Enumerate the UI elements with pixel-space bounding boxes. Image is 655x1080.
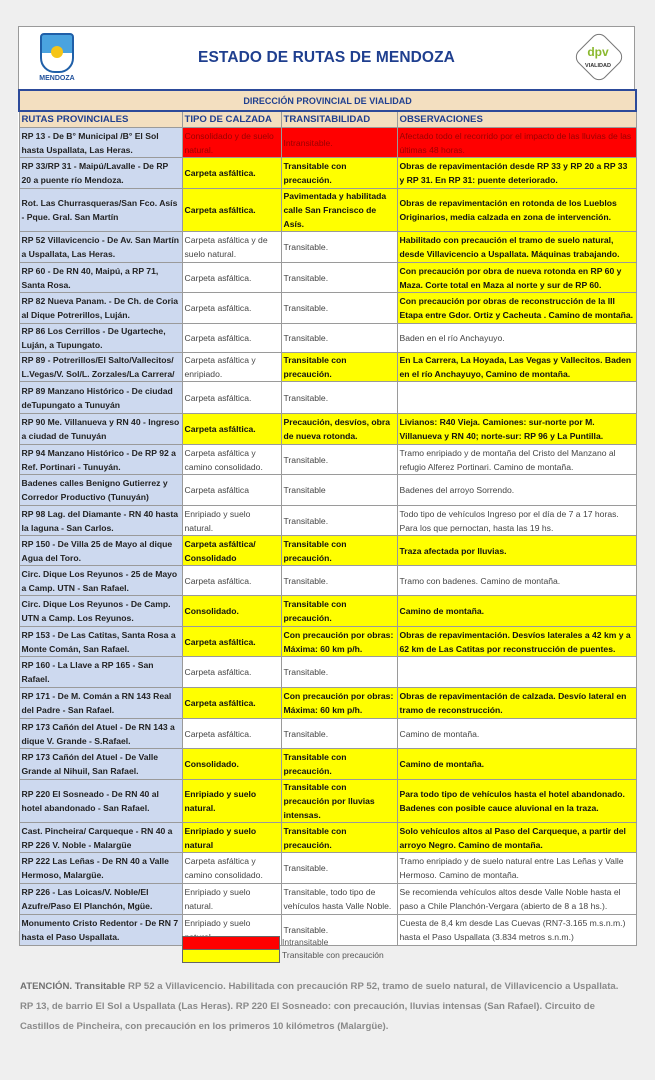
table-row	[19, 780, 636, 823]
calzada-cell: Carpeta asfáltica y enripiado.	[182, 353, 281, 382]
observaciones-cell: Camino de montaña.	[397, 596, 636, 627]
column-header-transitabilidad: TRANSITABILIDAD	[281, 111, 397, 128]
calzada-cell: Carpeta asfáltica.	[182, 189, 281, 232]
calzada-cell: Carpeta asfáltica.	[182, 382, 281, 414]
route-cell: RP 86 Los Cerrillos - De Ugarteche, Luján, a Tupungato.	[19, 324, 182, 353]
route-cell: RP 52 Villavicencio - De Av. San Martín a Uspallata, Las Heras.	[19, 232, 182, 263]
calzada-cell: Carpeta asfáltica.	[182, 414, 281, 445]
section-title-row	[19, 90, 636, 111]
calzada-cell: Carpeta asfáltica y camino consolidado.	[182, 445, 281, 475]
route-cell: Circ. Dique Los Reyunos - 25 de Mayo a Camp. UTN - San Rafael.	[19, 566, 182, 596]
observaciones-cell: Badenes del arroyo Sorrendo.	[397, 475, 636, 506]
calzada-cell: Carpeta asfáltica.	[182, 719, 281, 749]
route-cell: RP 222 Las Leñas - De RN 40 a Valle Hermoso, Malargüe.	[19, 853, 182, 884]
route-cell: RP 153 - De Las Catitas, Santa Rosa a Monte Comán, San Rafael.	[19, 627, 182, 657]
observaciones-cell: Tramo con badenes. Camino de montaña.	[397, 566, 636, 596]
routes-table	[18, 89, 637, 946]
observaciones-cell: En La Carrera, La Hoyada, Las Vegas y Vallecitos. Baden en el río Anchayuyo, Camino de montaña.	[397, 353, 636, 382]
calzada-cell: Carpeta asfáltica.	[182, 324, 281, 353]
transitabilidad-cell: Transitable con precaución.	[281, 158, 397, 189]
calzada-cell: Carpeta asfáltica y camino consolidado.	[182, 853, 281, 884]
attention-note-lead: ATENCIÓN. Transitable	[20, 981, 126, 992]
table-row	[19, 158, 636, 189]
table-row	[19, 189, 636, 232]
calzada-cell: Carpeta asfáltica.	[182, 293, 281, 324]
route-cell: RP 13 - De B° Municipal /B° El Sol hasta Uspallata, Las Heras.	[19, 128, 182, 158]
route-cell: RP 94 Manzano Histórico - De RP 92 a Ref. Portinari - Tunuyán.	[19, 445, 182, 475]
calzada-cell: Carpeta asfáltica	[182, 475, 281, 506]
table-row	[19, 506, 636, 536]
transitabilidad-cell: Transitable.	[281, 382, 397, 414]
transitabilidad-cell: Transitable.	[281, 853, 397, 884]
column-header-calzada: TIPO DE CALZADA	[182, 111, 281, 128]
route-cell: RP 226 - Las Loicas/V. Noble/El Azufre/Paso El Planchón, Mgüe.	[19, 884, 182, 915]
table-row	[19, 627, 636, 657]
calzada-cell: Consolidado y de suelo natural.	[182, 128, 281, 158]
transitabilidad-cell: Con precaución por obras: Máxima: 60 km p/h.	[281, 627, 397, 657]
transitabilidad-cell: Transitable.	[281, 719, 397, 749]
transitabilidad-cell: Precaución, desvíos, obra de nueva rotonda.	[281, 414, 397, 445]
observaciones-cell: Tramo enripiado y de suelo natural entre Las Leñas y Valle Hermoso. Camino de montaña.	[397, 853, 636, 884]
transitabilidad-cell: Transitable.	[281, 445, 397, 475]
observaciones-cell: Afectado todo el recorrido por el impacto de las lluvias de las últimas 48 horas.	[397, 128, 636, 158]
calzada-cell: Carpeta asfáltica.	[182, 627, 281, 657]
observaciones-cell: Solo vehículos altos al Paso del Carqueque, a partir del arroyo Negro. Camino de montaña.	[397, 823, 636, 853]
column-header-ruta: RUTAS PROVINCIALES	[19, 111, 182, 128]
observaciones-cell: Con precaución por obras de reconstrucción de la III Etapa entre Gdor. Ortiz y Cacheuta . Camino de montaña.	[397, 293, 636, 324]
table-row	[19, 749, 636, 780]
attention-note-text: RP 52 a Villavicencio. Habilitada con precaución RP 52, tramo de suelo natural, de Villavicencio a Uspallata. RP 13, de barrio El Sol a Uspallata (Las Heras). RP 220 El Sosneado: con precaución, lluvias intensas (San Rafael). Circuito de Castillos de Pincheira, con precaución en los primeros 10 kilómetros (Malargüe).	[20, 981, 619, 1032]
observaciones-cell: Habilitado con precaución el tramo de suelo natural, desde Villavicencio a Uspallata. Máquinas trabajando.	[397, 232, 636, 263]
routes-body	[19, 128, 636, 946]
route-cell: RP 173 Cañón del Atuel - De Valle Grande al Nihuil, San Rafael.	[19, 749, 182, 780]
calzada-cell: Carpeta asfáltica.	[182, 688, 281, 719]
table-row	[19, 263, 636, 293]
route-status-card	[18, 26, 635, 942]
route-cell: RP 160 - La Llave a RP 165 - San Rafael.	[19, 657, 182, 688]
route-cell: RP 171 - De M. Comán a RN 143 Real del Padre - San Rafael.	[19, 688, 182, 719]
observaciones-cell: Todo tipo de vehículos Ingreso por el día de 7 a 17 horas. Para los que pernoctan, hasta las 19 hs.	[397, 506, 636, 536]
route-cell: RP 173 Cañón del Atuel - De RN 143 a dique V. Grande - S.Rafael.	[19, 719, 182, 749]
observaciones-cell: Para todo tipo de vehículos hasta el hotel abandonado. Badenes con posible cauce aluvional en la traza.	[397, 780, 636, 823]
observaciones-cell: Obras de repavimentación desde RP 33 y RP 20 a RP 33 y RP 31. En RP 31: puente deteriorado.	[397, 158, 636, 189]
transitabilidad-cell: Transitable.	[281, 324, 397, 353]
calzada-cell: Carpeta asfáltica.	[182, 263, 281, 293]
observaciones-cell: Baden en el río Anchayuyo.	[397, 324, 636, 353]
transitabilidad-cell: Transitable con precaución.	[281, 749, 397, 780]
observaciones-cell: Con precaución por obra de nueva rotonda en RP 60 y Maza. Corte total en Maza al norte y sur de RP 60.	[397, 263, 636, 293]
column-header-row	[19, 111, 636, 128]
transitabilidad-cell: Transitable con precaución.	[281, 596, 397, 627]
table-row	[19, 657, 636, 688]
vialidad-logo-mark: dpv	[587, 45, 609, 59]
route-cell: RP 33/RP 31 - Maipú/Lavalle - De RP 20 a puente río Mendoza.	[19, 158, 182, 189]
table-row	[19, 688, 636, 719]
table-row	[19, 128, 636, 158]
calzada-cell: Carpeta asfáltica.	[182, 566, 281, 596]
table-row	[19, 853, 636, 884]
transitabilidad-cell: Transitable, todo tipo de vehículos hasta Valle Noble.	[281, 884, 397, 915]
observaciones-cell: Cuesta de 8,4 km desde Las Cuevas (RN7-3.165 m.s.n.m.) hasta el Paso Uspallata (3.834 metros s.n.m.)	[397, 915, 636, 946]
table-row	[19, 293, 636, 324]
observaciones-cell: Obras de repavimentación. Desvíos laterales a 42 km y a 62 km de Las Catitas por reconstrucción de puentes.	[397, 627, 636, 657]
transitabilidad-cell: Transitable.	[281, 566, 397, 596]
route-cell: Monumento Cristo Redentor - De RN 7 hasta el Paso Uspallata.	[19, 915, 182, 946]
vialidad-logo	[576, 36, 620, 80]
transitabilidad-cell: Pavimentada y habilitada calle San Francisco de Asís.	[281, 189, 397, 232]
calzada-cell: Enripiado y suelo natural.	[182, 506, 281, 536]
transitabilidad-cell: Transitable.	[281, 293, 397, 324]
table-row	[19, 232, 636, 263]
column-header-observaciones: OBSERVACIONES	[397, 111, 636, 128]
vialidad-logo-text: VIALIDAD	[585, 63, 611, 69]
route-cell: Badenes calles Benigno Gutierrez y Corredor Productivo (Tunuyán)	[19, 475, 182, 506]
observaciones-cell: Tramo enripiado y de montaña del Cristo del Manzano al refugio Alferez Portinari. Camino de montaña.	[397, 445, 636, 475]
route-cell: RP 89 - Potrerillos/El Salto/Vallecitos/ L.Vegas/V. Sol/L. Zorzales/La Carrera/	[19, 353, 182, 382]
route-cell: RP 89 Manzano Histórico - De ciudad deTupungato a Tunuyán	[19, 382, 182, 414]
header	[18, 26, 635, 89]
transitabilidad-cell: Transitable con precaución por lluvias intensas.	[281, 780, 397, 823]
legend-label: Transitable con precaución	[282, 950, 384, 960]
transitabilidad-cell: Con precaución por obras: Máxima: 60 km p/h.	[281, 688, 397, 719]
transitabilidad-cell: Transitable.	[281, 263, 397, 293]
legend-label: Intransitable	[282, 937, 329, 947]
transitabilidad-cell: Transitable con precaución.	[281, 353, 397, 382]
observaciones-cell	[397, 657, 636, 688]
table-row	[19, 324, 636, 353]
table-row	[19, 719, 636, 749]
legend-swatch-red	[182, 936, 280, 950]
calzada-cell: Carpeta asfáltica y de suelo natural.	[182, 232, 281, 263]
table-row	[19, 414, 636, 445]
table-row	[19, 475, 636, 506]
observaciones-cell: Se recomienda vehículos altos desde Valle Noble hasta el paso a Chile Planchón-Vergara (abierto de 8 a 18 hs.).	[397, 884, 636, 915]
page-title: ESTADO DE RUTAS DE MENDOZA	[198, 49, 455, 66]
route-cell: RP 60 - De RN 40, Maipú, a RP 71, Santa Rosa.	[19, 263, 182, 293]
calzada-cell: Carpeta asfáltica/ Consolidado	[182, 536, 281, 566]
calzada-cell: Consolidado.	[182, 596, 281, 627]
route-cell: RP 90 Me. Villanueva y RN 40 - Ingreso a ciudad de Tunuyán	[19, 414, 182, 445]
route-cell: RP 220 El Sosneado - De RN 40 al hotel abandonado - San Rafael.	[19, 780, 182, 823]
transitabilidad-cell: Transitable con precaución.	[281, 823, 397, 853]
route-cell: Cast. Pincheira/ Carqueque - RN 40 a RP 226 V. Noble - Malargüe	[19, 823, 182, 853]
calzada-cell: Enripiado y suelo natural	[182, 823, 281, 853]
route-cell: Rot. Las Churrasqueras/San Fco. Asís - Pque. Gral. San Martín	[19, 189, 182, 232]
transitabilidad-cell: Intransitable.	[281, 128, 397, 158]
observaciones-cell: Camino de montaña.	[397, 749, 636, 780]
transitabilidad-cell: Transitable.	[281, 506, 397, 536]
calzada-cell: Enripiado y suelo natural.	[182, 884, 281, 915]
table-row	[19, 353, 636, 382]
transitabilidad-cell: Transitable con precaución.	[281, 536, 397, 566]
calzada-cell: Enripiado y suelo natural.	[182, 780, 281, 823]
section-title: DIRECCIÓN PROVINCIAL DE VIALIDAD	[19, 90, 636, 111]
calzada-cell: Carpeta asfáltica.	[182, 657, 281, 688]
transitabilidad-cell: Transitable.	[281, 915, 397, 946]
route-cell: RP 82 Nueva Panam. - De Ch. de Coria al Dique Potrerillos, Luján.	[19, 293, 182, 324]
table-row	[19, 382, 636, 414]
transitabilidad-cell: Transitable	[281, 475, 397, 506]
observaciones-cell: Obras de repavimentación de calzada. Desvío lateral en tramo de reconstrucción.	[397, 688, 636, 719]
route-cell: RP 98 Lag. del Diamante - RN 40 hasta la laguna - San Carlos.	[19, 506, 182, 536]
table-row	[19, 536, 636, 566]
legend-swatch-yellow	[182, 949, 280, 963]
observaciones-cell: Livianos: R40 Vieja. Camiones: sur-norte por M. Villanueva y RN 40; norte-sur: RP 96 y La Puntilla.	[397, 414, 636, 445]
observaciones-cell	[397, 382, 636, 414]
table-row	[19, 596, 636, 627]
table-row	[19, 566, 636, 596]
route-cell: RP 150 - De Villa 25 de Mayo al dique Agua del Toro.	[19, 536, 182, 566]
mendoza-logo-text: MENDOZA	[39, 75, 75, 82]
calzada-cell: Enripiado y suelo	[182, 915, 281, 946]
calzada-cell: Consolidado.	[182, 749, 281, 780]
observaciones-cell: Obras de repavimentación en rotonda de los Lueblos Originarios, media calzada en zona de intervención.	[397, 189, 636, 232]
table-row	[19, 884, 636, 915]
attention-note	[20, 977, 632, 1037]
observaciones-cell: Traza afectada por lluvias.	[397, 536, 636, 566]
route-cell: Circ. Dique Los Reyunos - De Camp. UTN a Camp. Los Reyunos.	[19, 596, 182, 627]
table-row	[19, 823, 636, 853]
calzada-cell: Carpeta asfáltica.	[182, 158, 281, 189]
transitabilidad-cell: Transitable.	[281, 232, 397, 263]
table-row	[19, 445, 636, 475]
observaciones-cell: Camino de montaña.	[397, 719, 636, 749]
transitabilidad-cell: Transitable.	[281, 657, 397, 688]
